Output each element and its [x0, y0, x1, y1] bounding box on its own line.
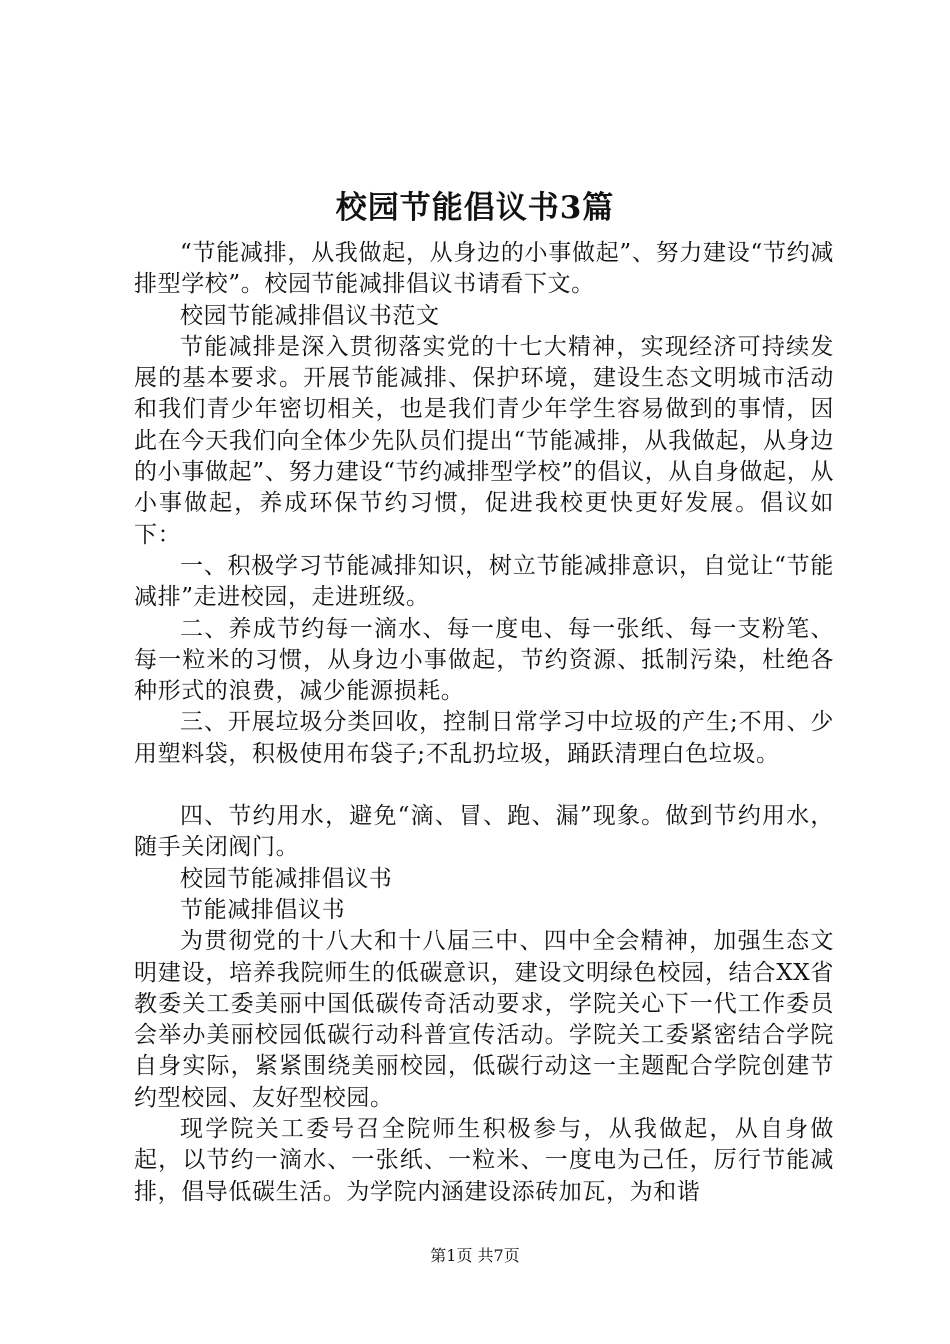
paragraph-call-to-action: 现学院关工委号召全院师生积极参与，从我做起，从自身做起，以节约一滴水、一张纸、一粒米、一度电为己任，厉行节能减排，倡导低碳生活。为学院内涵建设添砖加瓦，为和谐 — [134, 1116, 834, 1205]
section-heading-sample: 校园节能减排倡议书范文 — [180, 302, 440, 329]
paragraph-background: 节能减排是深入贯彻落实党的十七大精神，实现经济可持续发展的基本要求。开展节能减排、保护环境，建设生态文明城市活动和我们青少年密切相关，也是我们青少年学生容易做到的事情，因此在今天我们向全体少先队员们提出“节能减排，从我做起，从身边的小事做起”、努力建设“节约减排型学校”的倡议，从自身做起，从小事做起，养成环保节约习惯，促进我校更快更好发展。倡议如下： — [134, 333, 834, 548]
proposal-item-2: 二、养成节约每一滴水、每一度电、每一张纸、每一支粉笔、每一粒米的习惯，从身边小事做起，节约资源、抵制污染，杜绝各种形式的浪费，减少能源损耗。 — [134, 615, 834, 705]
proposal-item-4: 四、节约用水，避免“滴、冒、跑、漏”现象。做到节约用水，随手关闭阀门。 — [134, 803, 834, 861]
proposal-item-1: 一、积极学习节能减排知识，树立节能减排意识，自觉让“节能减排”走进校园，走进班级。 — [134, 552, 834, 611]
paragraph-intro: “节能减排，从我做起，从身边的小事做起”、努力建设“节约减排型学校”。校园节能减排倡议书请看下文。 — [134, 240, 834, 298]
document-body — [134, 238, 834, 1208]
document-title: 校园节能倡议书3篇 — [335, 190, 615, 226]
section-heading-proposal: 校园节能减排倡议书 — [180, 865, 393, 892]
paragraph-context: 为贯彻党的十八大和十八届三中、四中全会精神，加强生态文明建设，培养我院师生的低碳意识，建设文明绿色校园，结合XX省教委关工委美丽中国低碳传奇活动要求，学院关心下一代工作委员会举办美丽校园低碳行动科普宣传活动。学院关工委紧密结合学院自身实际，紧紧围绕美丽校园，低碳行动这一主题配合学院创建节约型校园、友好型校园。 — [134, 928, 834, 1111]
page-footer: 第1页 共7页 — [430, 1246, 520, 1265]
section-subheading: 节能减排倡议书 — [180, 896, 346, 923]
proposal-item-3: 三、开展垃圾分类回收，控制日常学习中垃圾的产生;不用、少用塑料袋，积极使用布袋子;不乱扔垃圾，踊跃清理白色垃圾。 — [134, 709, 834, 767]
